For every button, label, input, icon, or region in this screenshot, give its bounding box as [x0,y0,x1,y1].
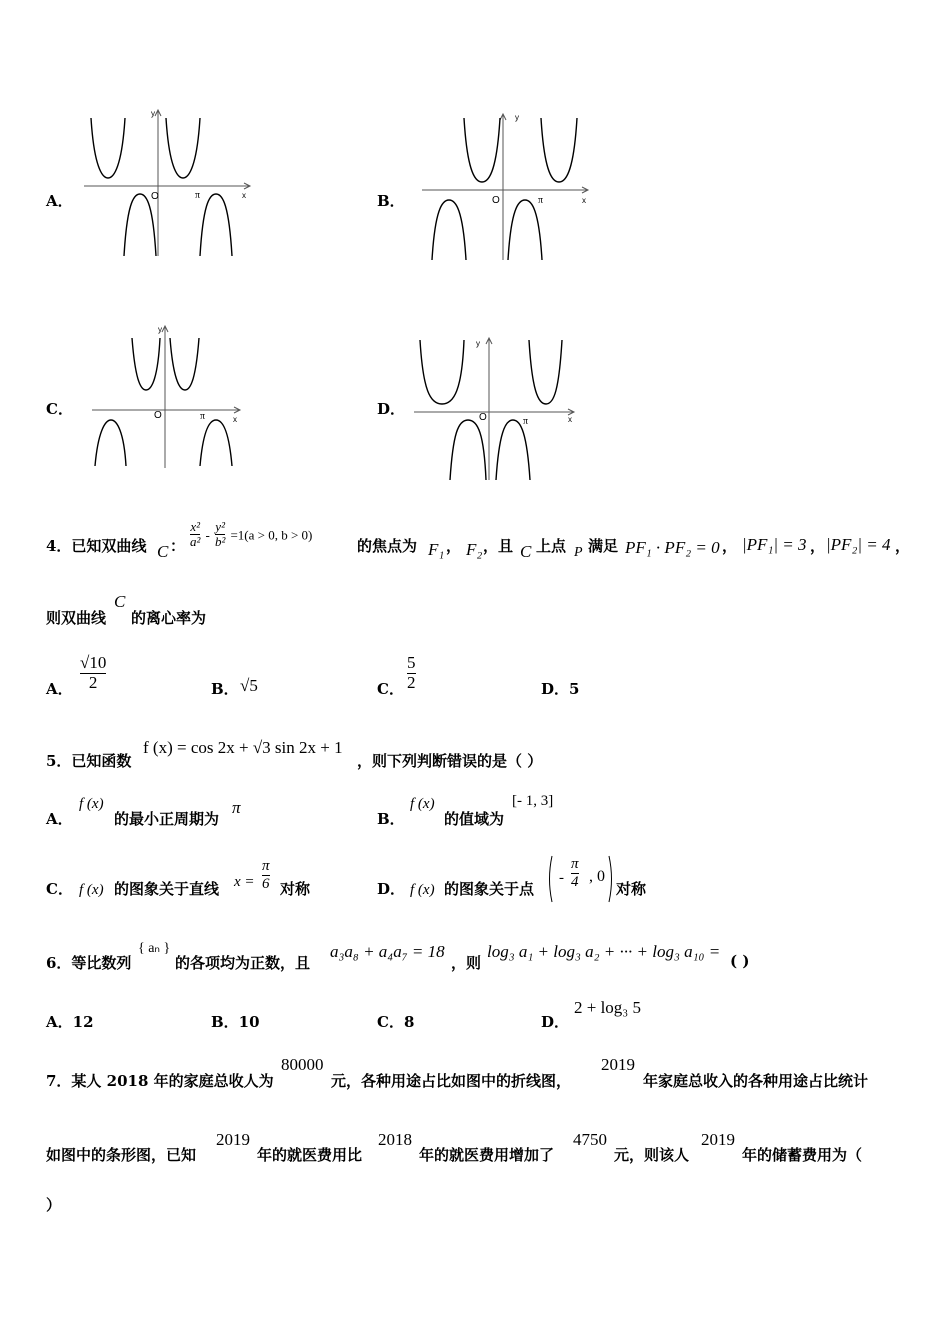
q4-option-b-label: B． [211,680,239,698]
q6-option-a: A．12 [46,1013,94,1031]
q3-graph-d [412,334,582,484]
q4-option-d: D．5 [541,680,580,698]
origin-label: O [154,410,162,421]
q5-option-c-text: 的图象关于直线 [114,880,220,898]
q6-paren: ( ) [730,952,750,970]
q6-sequence: { aₙ } [138,941,171,956]
q4-on-point: 上点 [536,537,567,555]
q4-f2: F₂ [466,540,483,559]
q6-condition: a₃a₈ + a₄a₇ = 18 [330,942,445,961]
q4-curve-c3: C [114,592,126,611]
q5-option-a-text: 的最小正周期为 [114,810,220,828]
q5-option-b-label: B． [377,810,405,828]
q5-option-c-suffix: 对称 [280,880,311,898]
q3-graph-b [420,110,595,265]
q4-dot-product: PF₁ · PF₂ = 0 [625,538,720,557]
q4-and: ，且 [483,537,514,555]
q4-focus-text: 的焦点为 [357,537,418,555]
q5-option-b-value: [- 1, 3] [512,793,554,809]
q4-option-a-label: A． [46,680,73,698]
axis-y-label: y [158,325,162,334]
origin-label: O [492,195,500,206]
q7-year: 2018 [378,1130,412,1149]
q6-middle: 的各项均为正数，且 [175,954,311,972]
q5-option-d-suffix: 对称 [616,880,647,898]
q4-point-p: P [574,545,583,560]
q4-comma: ， [895,537,911,555]
q7-line3: ） [46,1196,62,1214]
axis-y-label: y [151,109,155,118]
q5-function: f (x) = cos 2x + √3 sin 2x + 1 [143,738,343,757]
q3-option-d-label: D． [377,400,406,418]
q5-option-d-label: D． [377,880,406,898]
q5-option-c-label: C． [46,880,73,898]
q5-option-b-f: f (x) [410,796,435,812]
q4-pf1: |PF₁| = 3 [742,535,807,554]
q4-option-c-label: C． [377,680,404,698]
q5-suffix: ，则下列判断错误的是（ ） [357,752,543,770]
q5-option-b-text: 的值域为 [444,810,505,828]
q5-option-d-f: f (x) [410,882,435,898]
pi-tick-label: π [523,416,529,427]
axis-y-label: y [515,113,519,122]
q4-f1: F₁ [428,540,445,559]
q5-option-a-value: π [232,798,241,817]
pi-tick-label: π [195,190,201,201]
q4-comma: ， [810,537,826,555]
q3-graph-a [82,106,257,261]
q4-line2-prefix: 则双曲线 [46,609,107,627]
axis-x-label: x [233,415,237,424]
q7-increase: 4750 [573,1130,607,1149]
q5-option-c-x: x = [234,874,255,890]
q6-option-c: C．8 [377,1013,415,1031]
q4-option-c-value: $\frac{5}{2}$ [407,653,416,692]
q4-comma: ， [446,537,462,555]
q5-option-c-fraction: $\frac{\pi}{6}$ [262,858,270,892]
origin-label: O [479,412,487,423]
axis-x-label: x [568,415,572,424]
axis-y-label: y [476,339,480,348]
q4-prefix: 4．已知双曲线 [46,537,147,555]
q5-option-d-text: 的图象关于点 [444,880,535,898]
q7-line2-a: 如图中的条形图，已知 [46,1146,197,1164]
q4-line2-suffix: 的离心率为 [131,609,207,627]
q7-year: 2019 [701,1130,735,1149]
q7-year: 2019 [601,1055,635,1074]
q4-option-b-value: √5 [240,676,258,695]
q7-line1-c: 年家庭总收入的各种用途占比统计 [643,1072,869,1090]
q4-curve-c: C [157,542,169,561]
pi-tick-label: π [200,411,206,422]
q4-pf2: |PF₂| = 4 [826,535,891,554]
q6-option-d-label: D． [541,1013,570,1031]
q5-option-a-label: A． [46,810,73,828]
q7-line2-b: 年的就医费用比 [257,1146,363,1164]
q6-option-d-value: 2 + log₃ 5 [574,998,641,1017]
q5-prefix: 5．已知函数 [46,752,132,770]
q7-year: 2019 [216,1130,250,1149]
q6-prefix: 6．等比数列 [46,954,132,972]
q4-comma: ， [722,537,738,555]
q7-line2-d: 元，则该人 [614,1146,690,1164]
q5-option-c-f: f (x) [79,882,104,898]
q3-option-c-label: C． [46,400,73,418]
q7-line1-b: 元，各种用途占比如图中的折线图， [331,1072,572,1090]
q7-income: 80000 [281,1055,324,1074]
q4-equation: $\frac{\text{x²}}{\text{a²}}$ - $\frac{\text{y²}}{\text{b²}}$ =1(a > 0, b > 0) [190,519,313,550]
q6-then: ，则 [451,954,482,972]
q3-graph-c [90,322,245,472]
q7-line2-e: 年的储蓄费用为（ [742,1146,863,1164]
q3-option-b-label: B． [377,192,405,210]
q5-option-a-f: f (x) [79,796,104,812]
q4-option-a-value: $\frac{√10}{2}$ [80,653,107,692]
q3-option-a-label: A． [46,192,73,210]
q4-satisfy: 满足 [588,537,619,555]
q6-option-b: B．10 [211,1013,260,1031]
q7-line1-a: 7．某人 2018 年的家庭总收人为 [46,1072,274,1090]
axis-x-label: x [242,191,246,200]
q4-curve-c2: C [520,542,532,561]
pi-tick-label: π [538,195,544,206]
q4-colon: ： [170,537,186,555]
q7-line2-c: 年的就医费用增加了 [419,1146,555,1164]
origin-label: O [151,191,159,202]
q6-expression: log₃ a₁ + log₃ a₂ + ··· + log₃ a₁₀ = [487,942,721,961]
axis-x-label: x [582,196,586,205]
